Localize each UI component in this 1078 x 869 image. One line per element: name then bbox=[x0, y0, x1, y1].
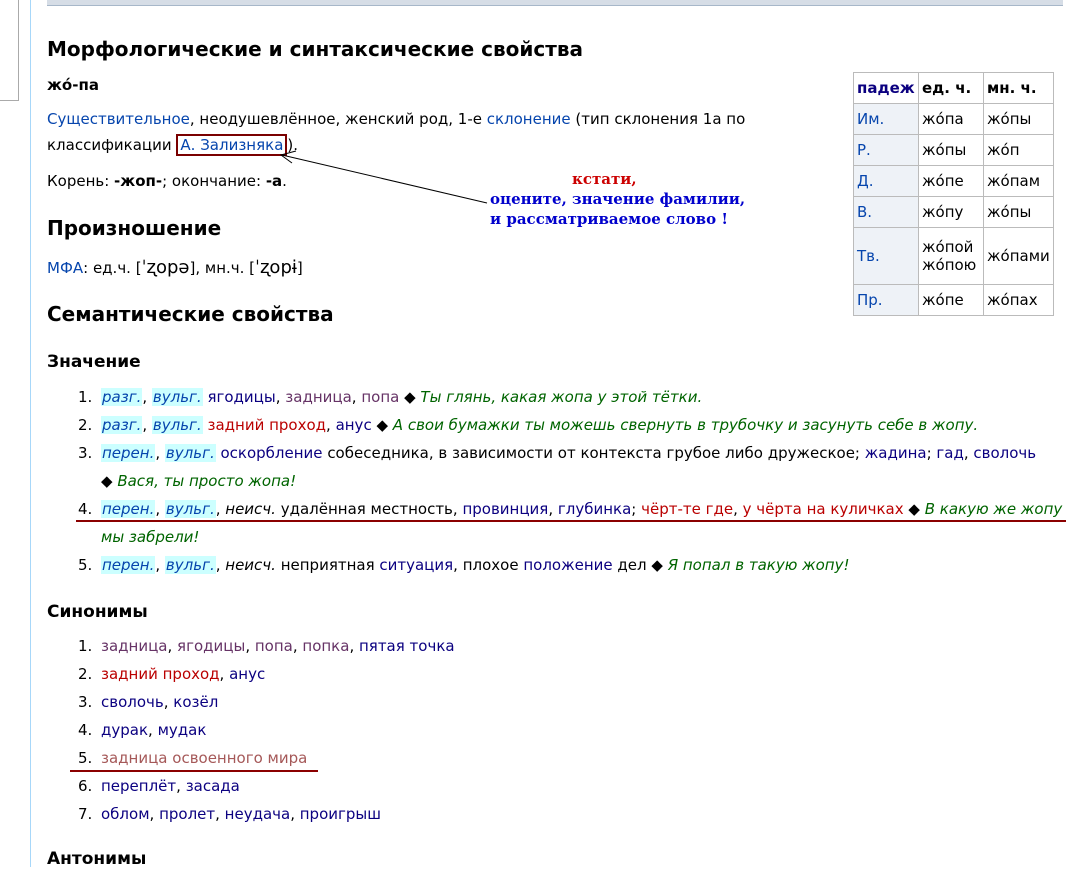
synonym-link[interactable]: пятая точка bbox=[358, 637, 455, 655]
declension-row bbox=[854, 166, 1054, 197]
tag-peren[interactable]: перен. bbox=[102, 444, 155, 462]
synonym-link[interactable]: пролет bbox=[159, 805, 216, 823]
synonym-item: 2. задний проход, анус bbox=[78, 665, 266, 683]
synonym-link[interactable]: проигрыш bbox=[299, 805, 381, 823]
plural-form: жо́пы bbox=[984, 197, 1054, 228]
link-glubinka[interactable]: глубинка bbox=[557, 500, 632, 518]
meaning-heading: Значение bbox=[47, 352, 141, 372]
singular-form: жо́пе bbox=[919, 166, 984, 197]
annotation-line-2: оцените, значение фамилии, bbox=[490, 190, 746, 208]
semantic-heading: Семантические свойства bbox=[47, 302, 334, 326]
synonym-link[interactable]: попка bbox=[302, 637, 350, 655]
synonym-link[interactable]: задний проход bbox=[101, 665, 220, 683]
tag-vulg[interactable]: вульг. bbox=[165, 556, 215, 574]
tag-peren[interactable]: перен. bbox=[102, 556, 155, 574]
synonym-item: 1. задница, ягодицы, попа, попка, пятая точка bbox=[78, 637, 455, 655]
link-zadniy-prokhod[interactable]: задний проход bbox=[207, 416, 327, 434]
synonym-link[interactable]: неудача bbox=[224, 805, 291, 823]
meaning-list bbox=[78, 383, 1068, 579]
link-chertte-gde[interactable]: чёрт-те где bbox=[641, 500, 734, 518]
declension-row bbox=[854, 285, 1054, 316]
meaning-item: 5. перен., вульг., неисч. неприятная ситуация, плохое положение дел ◆ Я попал в такую жопу! bbox=[78, 556, 850, 574]
singular-form: жо́пе bbox=[919, 285, 984, 316]
declension-link[interactable]: склонение bbox=[486, 110, 571, 128]
tag-vulg[interactable]: вульг. bbox=[165, 444, 215, 462]
declension-table bbox=[853, 72, 1054, 316]
tag-vulg[interactable]: вульг. bbox=[152, 416, 202, 434]
declension-row bbox=[854, 228, 1054, 285]
ipa-link[interactable]: МФА bbox=[47, 259, 84, 277]
case-label[interactable]: Пр. bbox=[854, 285, 919, 316]
tag-peren[interactable]: перен. bbox=[102, 500, 155, 518]
morph-line-2: классификации А. Зализняка ). bbox=[47, 136, 299, 154]
meaning-item: 3. перен., вульг. оскорбление собеседника, в зависимости от контекста грубое либо дружеское; жадина; гад, сволочь ◆ Вася, ты просто жопа! bbox=[78, 444, 1037, 490]
case-label[interactable]: В. bbox=[854, 197, 919, 228]
link-zhadina[interactable]: жадина bbox=[864, 444, 927, 462]
synonyms-heading: Синонимы bbox=[47, 602, 148, 622]
tag-vulg[interactable]: вульг. bbox=[165, 500, 215, 518]
plural-form: жо́пы bbox=[984, 104, 1054, 135]
link-yagoditsy[interactable]: ягодицы bbox=[207, 388, 276, 406]
synonym-link[interactable]: ягодицы bbox=[177, 637, 246, 655]
antonyms-heading: Антонимы bbox=[47, 849, 147, 869]
plural-form: жо́пами bbox=[984, 228, 1054, 285]
link-oskorblenie[interactable]: оскорбление bbox=[220, 444, 323, 462]
plural-form: жо́пам bbox=[984, 166, 1054, 197]
synonym-link[interactable]: переплёт bbox=[101, 777, 177, 795]
tag-razg[interactable]: разг. bbox=[102, 416, 142, 434]
singular-form: жо́па bbox=[919, 104, 984, 135]
case-label[interactable]: Д. bbox=[854, 166, 919, 197]
annotation-line-1: кстати, bbox=[572, 170, 637, 188]
declension-row bbox=[854, 197, 1054, 228]
tag-razg[interactable]: разг. bbox=[102, 388, 142, 406]
pos-link[interactable]: Существительное bbox=[47, 110, 190, 128]
synonym-link[interactable]: мудак bbox=[157, 721, 207, 739]
synonym-link[interactable]: попа bbox=[254, 637, 293, 655]
link-svoloch[interactable]: сволочь bbox=[973, 444, 1037, 462]
link-u-cherta[interactable]: у чёрта на куличках bbox=[742, 500, 904, 518]
declension-row bbox=[854, 104, 1054, 135]
synonym-link[interactable]: задница bbox=[101, 637, 168, 655]
link-anus[interactable]: анус bbox=[335, 416, 372, 434]
col-singular: ед. ч. bbox=[919, 73, 984, 104]
meaning-item: 2. разг., вульг. задний проход, анус ◆ А свои бумажки ты можешь свернуть в трубочку и засунуть себе в жопу. bbox=[78, 416, 979, 434]
synonym-link[interactable]: задница освоенного мира bbox=[101, 749, 308, 767]
word-headword: жо-па bbox=[47, 76, 99, 94]
link-gad[interactable]: гад bbox=[936, 444, 964, 462]
synonym-link[interactable]: засада bbox=[185, 777, 240, 795]
link-zadnitsa[interactable]: задница bbox=[285, 388, 352, 406]
declension-row bbox=[854, 135, 1054, 166]
synonyms-list bbox=[78, 632, 1068, 828]
case-label[interactable]: Им. bbox=[854, 104, 919, 135]
link-situatsiya[interactable]: ситуация bbox=[379, 556, 454, 574]
plural-form: жо́пах bbox=[984, 285, 1054, 316]
pronunciation-line: МФА: ед.ч. [ˈʐopə], мн.ч. [ˈʐopɨ] bbox=[47, 257, 303, 278]
link-provintsiya[interactable]: провинция bbox=[462, 500, 549, 518]
morphology-heading: Морфологические и синтаксические свойства bbox=[47, 37, 583, 61]
case-label[interactable]: Р. bbox=[854, 135, 919, 166]
col-plural: мн. ч. bbox=[984, 73, 1054, 104]
meaning-item: 1. разг., вульг. ягодицы, задница, попа ◆ Ты глянь, какая жопа у этой тётки. bbox=[78, 388, 703, 406]
pronunciation-heading: Произношение bbox=[47, 216, 222, 240]
annotation-line-3: и рассматриваемое слово ! bbox=[490, 210, 728, 228]
synonym-item: 6. переплёт, засада bbox=[78, 777, 240, 795]
singular-form: жо́пу bbox=[919, 197, 984, 228]
tag-vulg[interactable]: вульг. bbox=[152, 388, 202, 406]
col-case: падеж bbox=[854, 73, 919, 104]
root-line: Корень: -жоп-; окончание: -а. bbox=[47, 172, 287, 190]
zaliznyak-link[interactable]: А. Зализняка bbox=[180, 136, 284, 154]
synonym-item: 7. облом, пролет, неудача, проигрыш bbox=[78, 805, 381, 823]
singular-form: жо́пой жо́пою bbox=[919, 228, 984, 285]
link-polozhenie[interactable]: положение bbox=[523, 556, 613, 574]
synonym-link[interactable]: козёл bbox=[173, 693, 219, 711]
morph-line-1: Существительное, неодушевлённое, женский род, 1-е склонение (тип склонения 1a по bbox=[47, 110, 746, 128]
plural-form: жо́п bbox=[984, 135, 1054, 166]
synonym-link[interactable]: дурак bbox=[101, 721, 149, 739]
case-label[interactable]: Тв. bbox=[854, 228, 919, 285]
synonym-link[interactable]: облом bbox=[101, 805, 150, 823]
synonym-item: 5. задница освоенного мира bbox=[78, 749, 308, 767]
synonym-item: 3. сволочь, козёл bbox=[78, 693, 219, 711]
synonym-link[interactable]: анус bbox=[229, 665, 266, 683]
synonym-item: 4. дурак, мудак bbox=[78, 721, 207, 739]
synonym-link[interactable]: сволочь bbox=[101, 693, 164, 711]
link-popa[interactable]: попа bbox=[361, 388, 400, 406]
singular-form: жо́пы bbox=[919, 135, 984, 166]
meaning-item: 4. перен., вульг., неисч. удалённая местность, провинция, глубинка; чёрт-те где, у чёрта на куличках ◆ В какую же жопу мы забрели! bbox=[78, 500, 1063, 546]
